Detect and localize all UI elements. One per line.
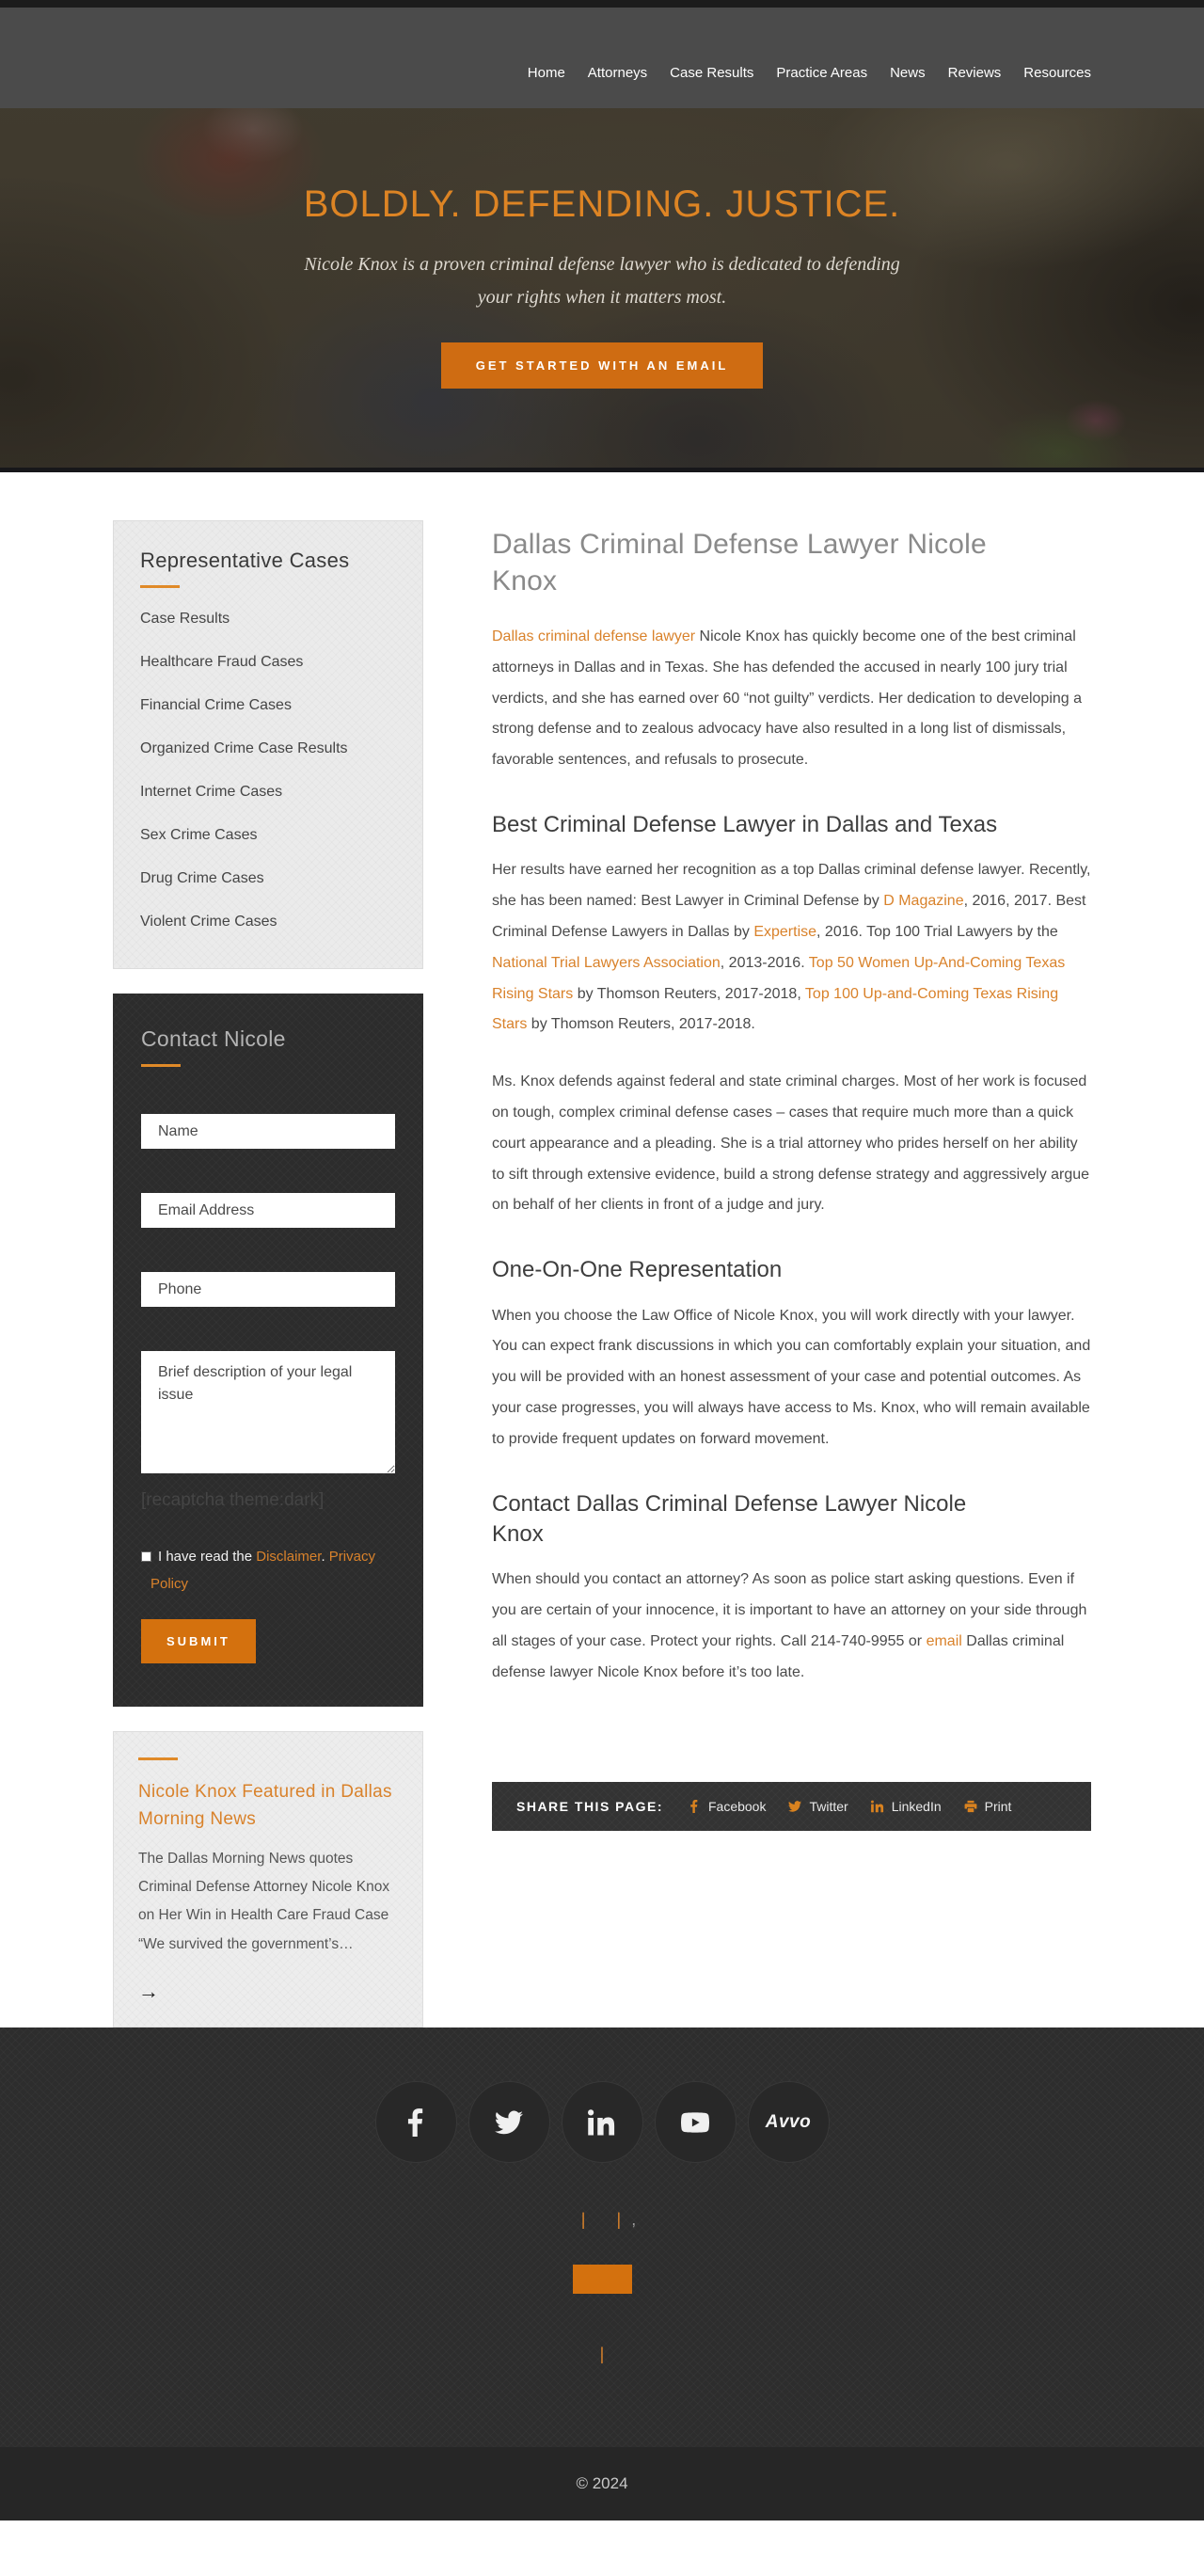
footer-twitter-button[interactable] (468, 2081, 550, 2163)
representative-cases-widget (113, 520, 423, 969)
phone-field[interactable] (141, 1272, 395, 1307)
share-facebook-label: Facebook (707, 1799, 767, 1815)
contact-form-title: Contact Nicole (141, 1026, 286, 1051)
featured-news-excerpt: The Dallas Morning News quotes Criminal Defense Attorney Nicole Knox on Her Win in Health Care Fraud Case “We survived the government’s… (138, 1850, 390, 1952)
email-field[interactable] (141, 1193, 395, 1228)
section-heading-best: Best Criminal Defense Lawyer in Dallas and Texas (492, 811, 998, 837)
inline-link[interactable]: email (926, 1632, 962, 1649)
footer-facebook-button[interactable] (375, 2081, 457, 2163)
disclaimer-link[interactable]: Disclaimer (256, 1549, 322, 1565)
orange-rule (141, 1064, 181, 1067)
copyright-bar (0, 2447, 1204, 2520)
name-field[interactable] (141, 1114, 395, 1149)
sidebar-item-healthcare-fraud[interactable]: Healthcare Fraud Cases (140, 654, 304, 670)
hero-subtitle: Nicole Knox is a proven criminal defense lawyer who is dedicated to defending your rights when it matters most. (304, 254, 900, 308)
consent-row (141, 1544, 395, 1598)
avvo-icon: Avvo (765, 2111, 812, 2132)
nav-item-home[interactable]: Home (527, 65, 565, 81)
youtube-icon (681, 2108, 709, 2137)
facebook-icon (688, 1800, 701, 1813)
recaptcha-shortcode-text: [recaptcha theme:dark] (141, 1490, 325, 1510)
contact-form-widget (113, 994, 423, 1707)
main-navigation (0, 8, 1204, 108)
share-linkedin[interactable] (871, 1799, 942, 1814)
inline-link[interactable]: Top 50 Women Up-And-Coming Texas Rising Stars (492, 954, 1066, 1002)
sidebar-item-financial-crime[interactable]: Financial Crime Cases (140, 697, 292, 713)
content-bottom-spacer (492, 1831, 1091, 2027)
text-segment: , 2013-2016. (720, 954, 809, 971)
awards-paragraph (492, 855, 1091, 1041)
text-segment: , 2016, 2017. Best Criminal Defense Lawyers in Dallas by (492, 893, 1086, 940)
section-heading-contact: Contact Dallas Criminal Defense Lawyer Nicole Knox (492, 1490, 967, 1547)
section-heading-one-on-one: One-On-One Representation (492, 1257, 783, 1283)
featured-news-widget (113, 1731, 423, 2027)
cases-widget-title: Representative Cases (140, 549, 350, 572)
share-print[interactable] (964, 1799, 1012, 1814)
get-started-button[interactable]: GET STARTED WITH AN EMAIL (441, 342, 764, 389)
nav-item-reviews[interactable]: Reviews (947, 65, 1002, 81)
share-twitter-label: Twitter (809, 1799, 848, 1815)
orange-rule (138, 1757, 178, 1760)
nav-links (113, 8, 1091, 108)
share-facebook[interactable] (688, 1799, 766, 1814)
sidebar-item-organized-crime[interactable]: Organized Crime Case Results (140, 740, 348, 756)
sidebar-item-case-results[interactable]: Case Results (140, 611, 230, 627)
share-linkedin-label: LinkedIn (891, 1799, 942, 1815)
legal-issue-field[interactable] (141, 1351, 395, 1473)
text-segment: by Thomson Reuters, 2017-2018, (573, 985, 805, 1002)
submit-button[interactable]: SUBMIT (141, 1619, 256, 1663)
text-segment: Nicole Knox has quickly become one of the best criminal attorneys in Dallas and in Texas. She has defended the accused in nearly 100 jury trial verdicts, and she has earned over 60 “not guilty” verdicts. Her dedication to developing a strong defense and to zealous advocacy have also resulted in a long list of dismissals, favorable sentences, and refusals to prosecute. (492, 628, 1083, 769)
nav-item-attorneys[interactable]: Attorneys (587, 65, 648, 81)
intro-paragraph (492, 622, 1091, 776)
privacy-policy-link[interactable]: Privacy Policy (150, 1549, 375, 1592)
consent-checkbox[interactable] (141, 1551, 151, 1562)
top-strip (0, 0, 1204, 8)
footer-separator: | (580, 2210, 586, 2230)
footer-spacer (0, 2364, 1204, 2447)
inline-link[interactable]: Top 100 Up-and-Coming Texas Rising Stars (492, 985, 1059, 1033)
copyright-text: © 2024 (576, 2474, 628, 2493)
footer-youtube-button[interactable] (655, 2081, 737, 2163)
footer-linkedin-button[interactable] (562, 2081, 643, 2163)
nav-item-case-results[interactable]: Case Results (670, 65, 754, 81)
nav-item-practice-areas[interactable]: Practice Areas (776, 65, 868, 81)
footer-orange-button[interactable] (573, 2265, 632, 2294)
text-segment: Dallas criminal defense lawyer Nicole Knox before it’s too late. (492, 1632, 1065, 1680)
sidebar-item-internet-crime[interactable]: Internet Crime Cases (140, 784, 283, 800)
hero-banner (0, 108, 1204, 472)
sidebar (113, 520, 423, 2027)
footer-comma: , (631, 2210, 637, 2230)
consent-separator: . (321, 1549, 329, 1565)
nav-item-news[interactable]: News (890, 65, 926, 81)
defends-paragraph: Ms. Knox defends against federal and state criminal charges. Most of her work is focused on tough, complex criminal defense cases – cases that require much more than a quick court appearance and a pleading. She is a trial attorney who prides herself on her ability to sift through extensive evidence, build a strong defense strategy and aggressively argue on behalf of her clients in front of a judge and jury. (492, 1073, 1090, 1214)
inline-link[interactable]: D Magazine (883, 893, 964, 910)
footer-lower-separator: | (599, 2345, 605, 2364)
footer-avvo-button[interactable] (748, 2081, 830, 2163)
print-icon (964, 1800, 977, 1813)
contact-paragraph (492, 1565, 1091, 1688)
linkedin-icon (871, 1800, 884, 1813)
share-bar (492, 1782, 1091, 1831)
twitter-icon (495, 2108, 523, 2137)
sidebar-item-violent-crime[interactable]: Violent Crime Cases (140, 914, 277, 930)
hero-title: BOLDLY. DEFENDING. JUSTICE. (303, 183, 901, 225)
twitter-icon (788, 1800, 801, 1813)
text-segment: , 2016. Top 100 Trial Lawyers by the (816, 923, 1058, 940)
text-segment: When should you contact an attorney? As soon as police start asking questions. Even if you are certain of your innocence, it is important to have an attorney on your side through all stages of your case. Protect your rights. Call 214-740-9955 or (492, 1571, 1087, 1649)
sidebar-item-drug-crime[interactable]: Drug Crime Cases (140, 870, 264, 886)
one-on-one-paragraph: When you choose the Law Office of Nicole Knox, you will work directly with your lawyer. You can expect frank discussions in which you can comfortably explain your situation, and you will be provided with an honest assessment of your case and potential outcomes. As your case progresses, you will always have access to Ms. Knox, who will remain available to provide frequent updates on forward movement. (492, 1307, 1091, 1447)
featured-news-title-link[interactable]: Nicole Knox Featured in Dallas Morning News (138, 1782, 392, 1830)
page-title: Dallas Criminal Defense Lawyer Nicole Knox (492, 529, 987, 596)
text-segment: by Thomson Reuters, 2017-2018. (527, 1016, 755, 1033)
sidebar-item-sex-crime[interactable]: Sex Crime Cases (140, 827, 258, 843)
share-twitter[interactable] (788, 1799, 848, 1814)
text-segment: Her results have earned her recognition as a top Dallas criminal defense lawyer. Recently, she has been named: Best Lawyer in Criminal Defense by (492, 862, 1091, 910)
footer (0, 2027, 1204, 2520)
share-print-label: Print (984, 1799, 1012, 1815)
linkedin-icon (588, 2108, 616, 2137)
page-content (0, 472, 1204, 2027)
consent-text: I have read the (158, 1549, 257, 1565)
nav-item-resources[interactable]: Resources (1023, 65, 1091, 81)
inline-link[interactable]: Expertise (753, 923, 817, 940)
footer-separator: | (616, 2210, 622, 2230)
footer-links-row (0, 2210, 1204, 2230)
inline-link[interactable]: Dallas criminal defense lawyer (492, 628, 696, 644)
share-label: SHARE THIS PAGE: (516, 1799, 663, 1815)
article (492, 520, 1091, 2027)
facebook-icon (402, 2108, 430, 2137)
footer-social-row (0, 2081, 1204, 2163)
read-more-arrow[interactable]: → (138, 1979, 159, 2003)
inline-link[interactable]: National Trial Lawyers Association (492, 954, 721, 971)
orange-rule (140, 585, 180, 588)
